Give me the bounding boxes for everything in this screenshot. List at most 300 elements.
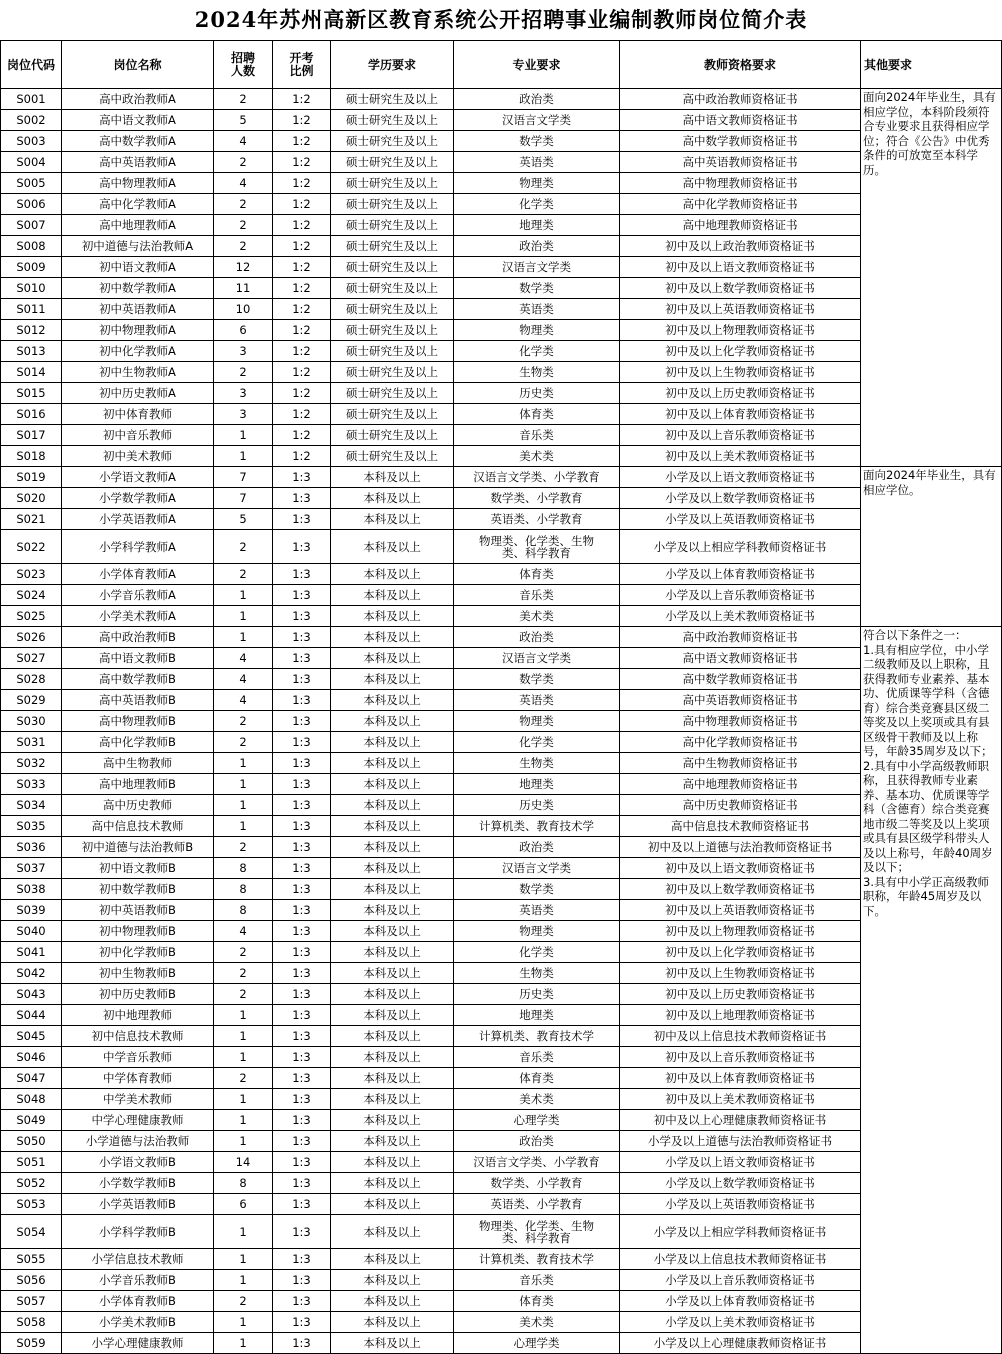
cell-cert: 高中数学教师资格证书 <box>620 131 861 152</box>
cell-edu: 硕士研究生及以上 <box>331 215 454 236</box>
cell-name: 小学语文教师B <box>62 1152 214 1173</box>
cell-count: 4 <box>214 173 273 194</box>
cell-name: 初中物理教师B <box>62 921 214 942</box>
table-row <box>1 110 1002 131</box>
cell-cert: 初中及以上化学教师资格证书 <box>620 942 861 963</box>
cell-code: S042 <box>1 963 62 984</box>
cell-name: 高中化学教师A <box>62 194 214 215</box>
cell-edu: 硕士研究生及以上 <box>331 362 454 383</box>
cell-ratio: 1:3 <box>273 1333 331 1354</box>
cell-edu: 本科及以上 <box>331 564 454 585</box>
header-count-line1: 招聘 <box>230 50 255 65</box>
cell-count: 5 <box>214 110 273 131</box>
cell-edu: 本科及以上 <box>331 1152 454 1173</box>
cell-major: 物理类、化学类、生物类、科学教育 <box>454 530 620 564</box>
cell-cert: 高中地理教师资格证书 <box>620 774 861 795</box>
cell-cert: 小学及以上信息技术教师资格证书 <box>620 1249 861 1270</box>
cell-cert: 初中及以上英语教师资格证书 <box>620 299 861 320</box>
cell-major: 化学类 <box>454 341 620 362</box>
cell-cert: 初中及以上音乐教师资格证书 <box>620 425 861 446</box>
cell-ratio: 1:3 <box>273 963 331 984</box>
cell-name: 高中英语教师A <box>62 152 214 173</box>
table-row <box>1 1215 1002 1249</box>
cell-code: S026 <box>1 627 62 648</box>
cell-ratio: 1:2 <box>273 236 331 257</box>
cell-major: 计算机类、教育技术学 <box>454 1026 620 1047</box>
cell-code: S019 <box>1 467 62 488</box>
cell-cert: 高中物理教师资格证书 <box>620 711 861 732</box>
cell-major: 计算机类、教育技术学 <box>454 816 620 837</box>
cell-count: 7 <box>214 488 273 509</box>
cell-code: S052 <box>1 1173 62 1194</box>
cell-ratio: 1:3 <box>273 1131 331 1152</box>
cell-code: S037 <box>1 858 62 879</box>
cell-count: 10 <box>214 299 273 320</box>
cell-name: 初中体育教师 <box>62 404 214 425</box>
cell-ratio: 1:3 <box>273 732 331 753</box>
cell-count: 2 <box>214 236 273 257</box>
cell-code: S020 <box>1 488 62 509</box>
header-count <box>214 41 273 89</box>
table-row <box>1 425 1002 446</box>
cell-count: 3 <box>214 341 273 362</box>
cell-count: 2 <box>214 1291 273 1312</box>
cell-cert: 初中及以上英语教师资格证书 <box>620 900 861 921</box>
cell-count: 2 <box>214 837 273 858</box>
cell-major: 物理类 <box>454 921 620 942</box>
cell-name: 初中数学教师B <box>62 879 214 900</box>
cell-ratio: 1:3 <box>273 711 331 732</box>
cell-name: 高中政治教师B <box>62 627 214 648</box>
cell-major: 心理学类 <box>454 1333 620 1354</box>
table-row <box>1 194 1002 215</box>
cell-name: 中学体育教师 <box>62 1068 214 1089</box>
other-requirements-note <box>861 627 1002 1354</box>
cell-major: 美术类 <box>454 1089 620 1110</box>
cell-edu: 本科及以上 <box>331 648 454 669</box>
cell-code: S013 <box>1 341 62 362</box>
cell-major: 政治类 <box>454 837 620 858</box>
note-line: 2.具有中小学高级教师职称，且获得教师专业素养、基本功、优质课等学科（含德育）综合类竞赛地市级二等奖及以上奖项或具有县区级学科带头人及以上称号，年龄40周岁及以下； <box>863 758 993 874</box>
cell-major: 化学类 <box>454 732 620 753</box>
cell-major: 体育类 <box>454 1291 620 1312</box>
cell-ratio: 1:2 <box>273 110 331 131</box>
cell-major: 政治类 <box>454 89 620 110</box>
cell-ratio: 1:3 <box>273 690 331 711</box>
cell-count: 1 <box>214 1005 273 1026</box>
cell-count: 14 <box>214 1152 273 1173</box>
cell-code: S004 <box>1 152 62 173</box>
cell-count: 4 <box>214 921 273 942</box>
cell-count: 2 <box>214 89 273 110</box>
cell-code: S015 <box>1 383 62 404</box>
cell-edu: 硕士研究生及以上 <box>331 152 454 173</box>
cell-count: 1 <box>214 446 273 467</box>
table-row <box>1 320 1002 341</box>
cell-count: 8 <box>214 879 273 900</box>
cell-code: S014 <box>1 362 62 383</box>
cell-major: 音乐类 <box>454 425 620 446</box>
positions-table <box>0 40 1002 1354</box>
cell-ratio: 1:3 <box>273 1291 331 1312</box>
header-row <box>1 41 1002 89</box>
cell-cert: 初中及以上语文教师资格证书 <box>620 257 861 278</box>
cell-major: 物理类、化学类、生物类、科学教育 <box>454 1215 620 1249</box>
header-other: 其他要求 <box>861 41 1002 89</box>
cell-edu: 硕士研究生及以上 <box>331 425 454 446</box>
cell-ratio: 1:3 <box>273 1173 331 1194</box>
cell-edu: 硕士研究生及以上 <box>331 446 454 467</box>
cell-name: 小学科学教师B <box>62 1215 214 1249</box>
cell-name: 初中地理教师 <box>62 1005 214 1026</box>
table-row <box>1 1312 1002 1333</box>
cell-ratio: 1:3 <box>273 900 331 921</box>
cell-cert: 小学及以上英语教师资格证书 <box>620 1194 861 1215</box>
cell-code: S017 <box>1 425 62 446</box>
cell-cert: 小学及以上数学教师资格证书 <box>620 1173 861 1194</box>
table-row <box>1 669 1002 690</box>
table-row <box>1 152 1002 173</box>
cell-major: 数学类 <box>454 278 620 299</box>
cell-edu: 硕士研究生及以上 <box>331 404 454 425</box>
cell-major: 体育类 <box>454 564 620 585</box>
cell-ratio: 1:3 <box>273 816 331 837</box>
cell-code: S034 <box>1 795 62 816</box>
cell-edu: 本科及以上 <box>331 774 454 795</box>
table-row <box>1 1005 1002 1026</box>
other-requirements-note: 面向2024年毕业生，具有相应学位。 <box>861 467 1002 627</box>
cell-major: 政治类 <box>454 236 620 257</box>
cell-edu: 本科及以上 <box>331 711 454 732</box>
cell-edu: 本科及以上 <box>331 509 454 530</box>
page-title: 2024年苏州高新区教育系统公开招聘事业编制教师岗位简介表 <box>194 7 808 32</box>
cell-major: 计算机类、教育技术学 <box>454 1249 620 1270</box>
cell-cert: 小学及以上相应学科教师资格证书 <box>620 530 861 564</box>
cell-code: S044 <box>1 1005 62 1026</box>
cell-cert: 高中化学教师资格证书 <box>620 732 861 753</box>
cell-code: S055 <box>1 1249 62 1270</box>
cell-ratio: 1:2 <box>273 362 331 383</box>
cell-major: 化学类 <box>454 942 620 963</box>
cell-count: 7 <box>214 467 273 488</box>
cell-name: 小学语文教师A <box>62 467 214 488</box>
cell-major: 英语类 <box>454 690 620 711</box>
cell-major: 汉语言文学类 <box>454 257 620 278</box>
cell-ratio: 1:3 <box>273 921 331 942</box>
cell-cert: 小学及以上数学教师资格证书 <box>620 488 861 509</box>
cell-ratio: 1:2 <box>273 215 331 236</box>
cell-count: 2 <box>214 530 273 564</box>
cell-major: 物理类 <box>454 320 620 341</box>
header-ratio <box>273 41 331 89</box>
cell-count: 1 <box>214 774 273 795</box>
cell-cert: 小学及以上音乐教师资格证书 <box>620 585 861 606</box>
cell-major: 历史类 <box>454 795 620 816</box>
cell-code: S002 <box>1 110 62 131</box>
cell-ratio: 1:3 <box>273 467 331 488</box>
cell-ratio: 1:3 <box>273 753 331 774</box>
table-row <box>1 131 1002 152</box>
cell-count: 3 <box>214 383 273 404</box>
cell-ratio: 1:3 <box>273 1068 331 1089</box>
cell-ratio: 1:3 <box>273 530 331 564</box>
table-row <box>1 299 1002 320</box>
cell-code: S030 <box>1 711 62 732</box>
cell-edu: 本科及以上 <box>331 900 454 921</box>
cell-name: 高中政治教师A <box>62 89 214 110</box>
cell-name: 小学英语教师B <box>62 1194 214 1215</box>
cell-cert: 高中语文教师资格证书 <box>620 110 861 131</box>
cell-edu: 本科及以上 <box>331 488 454 509</box>
cell-code: S043 <box>1 984 62 1005</box>
cell-name: 中学美术教师 <box>62 1089 214 1110</box>
cell-major: 数学类 <box>454 669 620 690</box>
table-row <box>1 963 1002 984</box>
table-row <box>1 900 1002 921</box>
cell-cert: 小学及以上道德与法治教师资格证书 <box>620 1131 861 1152</box>
cell-edu: 本科及以上 <box>331 1047 454 1068</box>
cell-cert: 高中生物教师资格证书 <box>620 753 861 774</box>
cell-major: 数学类 <box>454 879 620 900</box>
cell-ratio: 1:2 <box>273 320 331 341</box>
cell-code: S054 <box>1 1215 62 1249</box>
cell-edu: 硕士研究生及以上 <box>331 89 454 110</box>
header-name: 岗位名称 <box>62 41 214 89</box>
cell-cert: 初中及以上政治教师资格证书 <box>620 236 861 257</box>
cell-major: 英语类、小学教育 <box>454 509 620 530</box>
cell-count: 1 <box>214 1333 273 1354</box>
cell-cert: 小学及以上心理健康教师资格证书 <box>620 1333 861 1354</box>
cell-major: 汉语言文学类、小学教育 <box>454 467 620 488</box>
cell-edu: 硕士研究生及以上 <box>331 383 454 404</box>
note-line: 符合以下条件之一： <box>863 628 967 642</box>
cell-edu: 本科及以上 <box>331 942 454 963</box>
cell-cert: 高中地理教师资格证书 <box>620 215 861 236</box>
cell-code: S012 <box>1 320 62 341</box>
cell-code: S009 <box>1 257 62 278</box>
cell-name: 高中生物教师 <box>62 753 214 774</box>
table-row <box>1 753 1002 774</box>
cell-count: 1 <box>214 1110 273 1131</box>
cell-name: 小学数学教师B <box>62 1173 214 1194</box>
table-row <box>1 341 1002 362</box>
cell-edu: 硕士研究生及以上 <box>331 320 454 341</box>
cell-edu: 本科及以上 <box>331 1194 454 1215</box>
table-row <box>1 858 1002 879</box>
cell-major: 美术类 <box>454 446 620 467</box>
cell-code: S051 <box>1 1152 62 1173</box>
header-ratio-line2: 比例 <box>289 63 314 78</box>
cell-cert: 小学及以上音乐教师资格证书 <box>620 1270 861 1291</box>
cell-count: 1 <box>214 1215 273 1249</box>
cell-major: 生物类 <box>454 362 620 383</box>
cell-name: 初中信息技术教师 <box>62 1026 214 1047</box>
cell-name: 初中物理教师A <box>62 320 214 341</box>
cell-name: 初中音乐教师 <box>62 425 214 446</box>
cell-code: S024 <box>1 585 62 606</box>
table-row <box>1 564 1002 585</box>
cell-name: 小学数学教师A <box>62 488 214 509</box>
cell-cert: 小学及以上语文教师资格证书 <box>620 467 861 488</box>
cell-ratio: 1:3 <box>273 1249 331 1270</box>
table-row <box>1 1291 1002 1312</box>
cell-code: S028 <box>1 669 62 690</box>
table-row <box>1 921 1002 942</box>
cell-cert: 初中及以上历史教师资格证书 <box>620 383 861 404</box>
cell-code: S021 <box>1 509 62 530</box>
cell-cert: 初中及以上体育教师资格证书 <box>620 1068 861 1089</box>
cell-edu: 本科及以上 <box>331 879 454 900</box>
header-ratio-line1: 开考 <box>289 50 314 65</box>
cell-code: S035 <box>1 816 62 837</box>
table-row <box>1 879 1002 900</box>
cell-cert: 高中英语教师资格证书 <box>620 690 861 711</box>
cell-major: 汉语言文学类、小学教育 <box>454 1152 620 1173</box>
cell-cert: 小学及以上体育教师资格证书 <box>620 564 861 585</box>
table-row <box>1 774 1002 795</box>
cell-ratio: 1:2 <box>273 152 331 173</box>
cell-cert: 初中及以上语文教师资格证书 <box>620 858 861 879</box>
cell-ratio: 1:3 <box>273 1312 331 1333</box>
cell-ratio: 1:3 <box>273 488 331 509</box>
cell-ratio: 1:2 <box>273 131 331 152</box>
cell-edu: 本科及以上 <box>331 753 454 774</box>
cell-ratio: 1:3 <box>273 795 331 816</box>
cell-ratio: 1:3 <box>273 1047 331 1068</box>
cell-count: 2 <box>214 942 273 963</box>
cell-name: 初中化学教师B <box>62 942 214 963</box>
cell-count: 2 <box>214 963 273 984</box>
cell-count: 8 <box>214 900 273 921</box>
cell-count: 1 <box>214 816 273 837</box>
table-row <box>1 278 1002 299</box>
cell-count: 2 <box>214 984 273 1005</box>
cell-cert: 高中政治教师资格证书 <box>620 89 861 110</box>
cell-major: 生物类 <box>454 753 620 774</box>
cell-edu: 本科及以上 <box>331 732 454 753</box>
cell-cert: 初中及以上化学教师资格证书 <box>620 341 861 362</box>
cell-edu: 本科及以上 <box>331 816 454 837</box>
cell-code: S047 <box>1 1068 62 1089</box>
cell-ratio: 1:3 <box>273 648 331 669</box>
cell-count: 4 <box>214 669 273 690</box>
cell-ratio: 1:2 <box>273 425 331 446</box>
cell-major: 政治类 <box>454 627 620 648</box>
cell-code: S031 <box>1 732 62 753</box>
cell-name: 初中历史教师A <box>62 383 214 404</box>
cell-cert: 初中及以上心理健康教师资格证书 <box>620 1110 861 1131</box>
cell-count: 4 <box>214 648 273 669</box>
cell-ratio: 1:3 <box>273 627 331 648</box>
table-row <box>1 816 1002 837</box>
table-row <box>1 942 1002 963</box>
cell-edu: 硕士研究生及以上 <box>331 341 454 362</box>
other-requirements-note: 面向2024年毕业生，具有相应学位，本科阶段须符合专业要求且获得相应学位；符合《公告》中优秀条件的可放宽至本科学历。 <box>861 89 1002 467</box>
cell-count: 1 <box>214 795 273 816</box>
cell-cert: 高中物理教师资格证书 <box>620 173 861 194</box>
table-row <box>1 236 1002 257</box>
cell-edu: 硕士研究生及以上 <box>331 131 454 152</box>
cell-cert: 高中历史教师资格证书 <box>620 795 861 816</box>
cell-name: 小学道德与法治教师 <box>62 1131 214 1152</box>
cell-major: 数学类 <box>454 131 620 152</box>
cell-major: 地理类 <box>454 774 620 795</box>
cell-major: 数学类、小学教育 <box>454 1173 620 1194</box>
cell-major: 地理类 <box>454 1005 620 1026</box>
cell-ratio: 1:3 <box>273 858 331 879</box>
cell-count: 2 <box>214 152 273 173</box>
cell-edu: 本科及以上 <box>331 1026 454 1047</box>
cell-major: 英语类、小学教育 <box>454 1194 620 1215</box>
cell-ratio: 1:2 <box>273 341 331 362</box>
table-row <box>1 606 1002 627</box>
table-row <box>1 215 1002 236</box>
cell-edu: 本科及以上 <box>331 963 454 984</box>
cell-count: 2 <box>214 1068 273 1089</box>
cell-count: 8 <box>214 858 273 879</box>
cell-count: 1 <box>214 1312 273 1333</box>
cell-edu: 本科及以上 <box>331 921 454 942</box>
table-row <box>1 1173 1002 1194</box>
cell-edu: 本科及以上 <box>331 795 454 816</box>
cell-ratio: 1:3 <box>273 585 331 606</box>
table-row <box>1 984 1002 1005</box>
cell-cert: 初中及以上音乐教师资格证书 <box>620 1047 861 1068</box>
cell-ratio: 1:2 <box>273 278 331 299</box>
cell-ratio: 1:3 <box>273 942 331 963</box>
cell-edu: 本科及以上 <box>331 1131 454 1152</box>
cell-edu: 本科及以上 <box>331 984 454 1005</box>
cell-major: 体育类 <box>454 404 620 425</box>
cell-cert: 初中及以上体育教师资格证书 <box>620 404 861 425</box>
cell-cert: 高中数学教师资格证书 <box>620 669 861 690</box>
cell-code: S046 <box>1 1047 62 1068</box>
cell-cert: 初中及以上道德与法治教师资格证书 <box>620 837 861 858</box>
cell-name: 小学信息技术教师 <box>62 1249 214 1270</box>
cell-code: S036 <box>1 837 62 858</box>
cell-name: 高中物理教师A <box>62 173 214 194</box>
cell-edu: 本科及以上 <box>331 669 454 690</box>
cell-cert: 小学及以上美术教师资格证书 <box>620 606 861 627</box>
table-row <box>1 1026 1002 1047</box>
table-row <box>1 627 1002 648</box>
cell-name: 高中地理教师B <box>62 774 214 795</box>
table-row <box>1 383 1002 404</box>
cell-cert: 高中语文教师资格证书 <box>620 648 861 669</box>
cell-ratio: 1:3 <box>273 1005 331 1026</box>
cell-edu: 硕士研究生及以上 <box>331 257 454 278</box>
cell-cert: 初中及以上生物教师资格证书 <box>620 362 861 383</box>
cell-major: 汉语言文学类 <box>454 858 620 879</box>
cell-edu: 本科及以上 <box>331 1110 454 1131</box>
cell-cert: 小学及以上美术教师资格证书 <box>620 1312 861 1333</box>
cell-ratio: 1:3 <box>273 1026 331 1047</box>
cell-name: 小学音乐教师A <box>62 585 214 606</box>
cell-code: S005 <box>1 173 62 194</box>
cell-name: 初中道德与法治教师B <box>62 837 214 858</box>
table-row <box>1 257 1002 278</box>
cell-name: 初中历史教师B <box>62 984 214 1005</box>
cell-name: 高中物理教师B <box>62 711 214 732</box>
cell-edu: 本科及以上 <box>331 690 454 711</box>
cell-name: 高中信息技术教师 <box>62 816 214 837</box>
cell-count: 1 <box>214 585 273 606</box>
cell-edu: 硕士研究生及以上 <box>331 173 454 194</box>
table-row <box>1 585 1002 606</box>
cell-major: 体育类 <box>454 1068 620 1089</box>
cell-major: 历史类 <box>454 383 620 404</box>
cell-ratio: 1:2 <box>273 446 331 467</box>
